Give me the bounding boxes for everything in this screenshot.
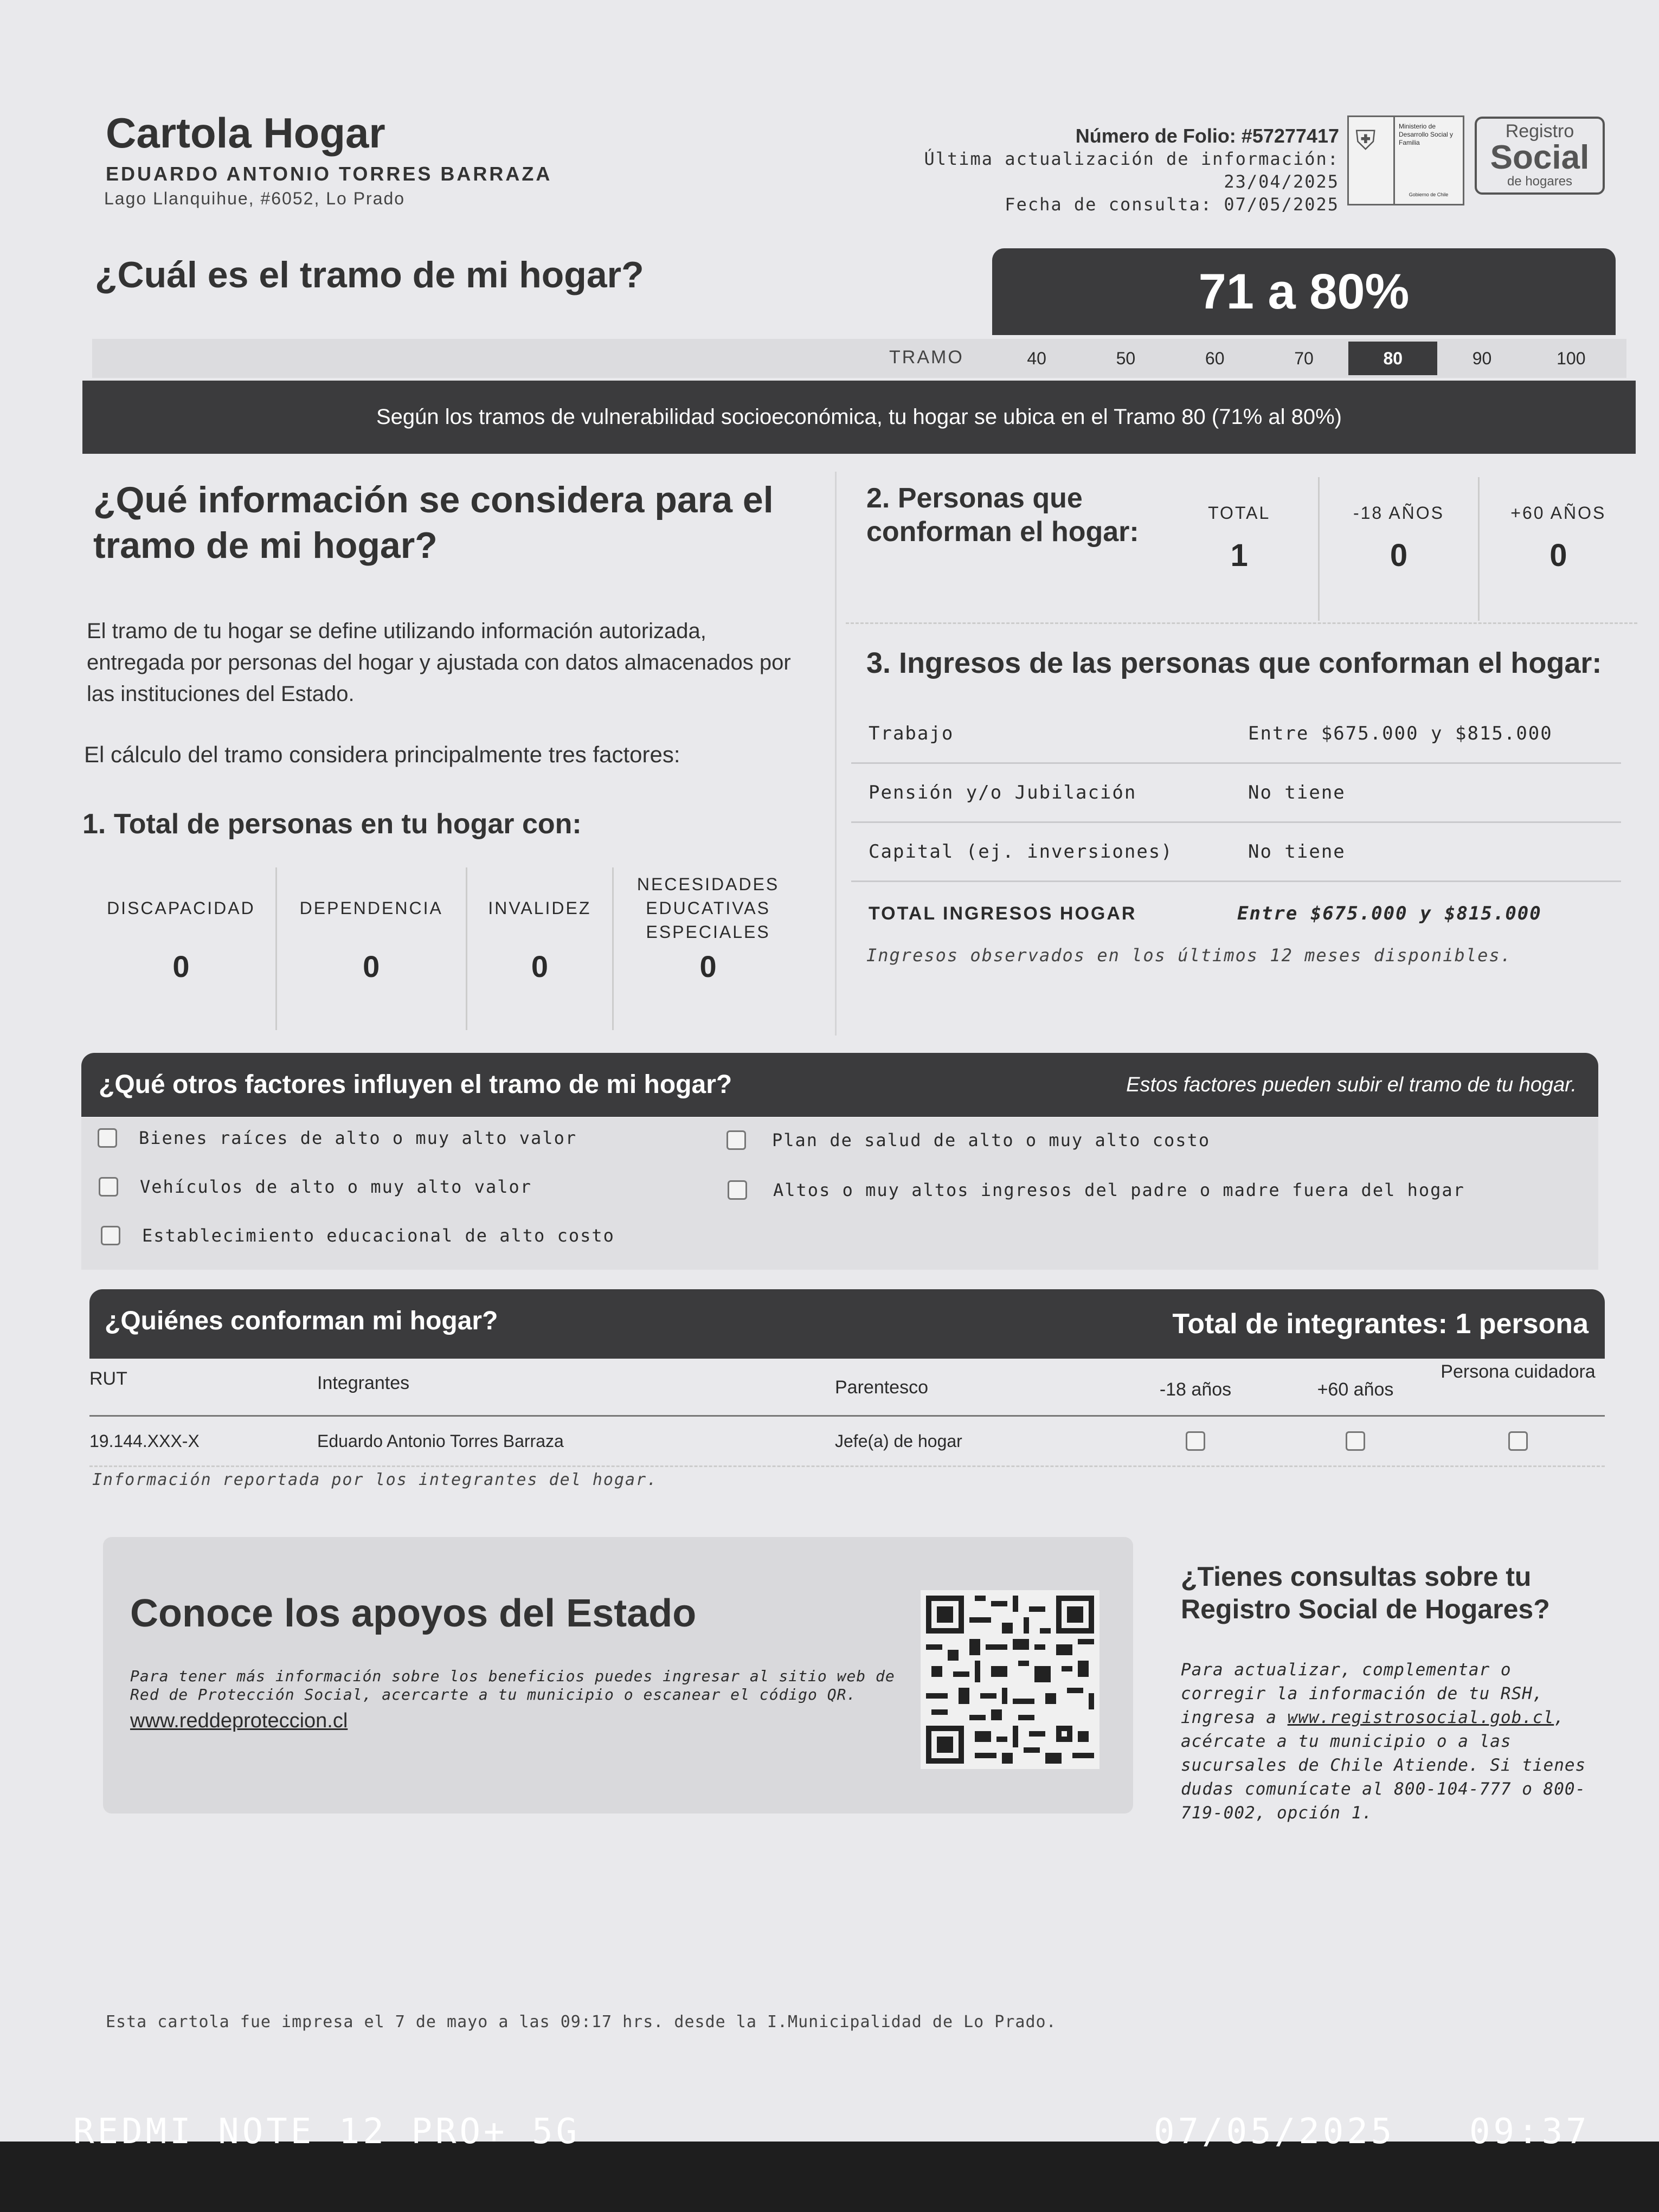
condition-invalidez: [467, 867, 614, 1030]
camera-model-watermark: REDMI NOTE 12 PRO+ 5G: [73, 2112, 581, 2152]
factor-checkbox[interactable]: [101, 1226, 120, 1245]
ministry-name: Ministerio de Desarrollo Social y Familia: [1399, 123, 1454, 146]
contact-link[interactable]: www.registrosocial.gob.cl: [1287, 1708, 1554, 1727]
income-table: [851, 705, 1621, 966]
conditions-table: [87, 867, 802, 1030]
persons-value: 1: [1230, 538, 1248, 573]
rsh-logo-line3: de hogares: [1507, 174, 1573, 189]
income-value: No tiene: [1248, 782, 1346, 803]
income-total-value: Entre $675.000 y $815.000: [1237, 903, 1542, 924]
tramo-scale: [992, 342, 1616, 375]
folio-block: [802, 125, 1339, 216]
factor-checkbox[interactable]: [728, 1180, 747, 1200]
col-menor18: -18 años: [1159, 1379, 1232, 1400]
members-note: Información reportada por los integrantes del hogar.: [92, 1470, 658, 1489]
persons-plus60: [1480, 477, 1637, 621]
member-name: Eduardo Antonio Torres Barraza: [317, 1431, 564, 1451]
persons-total: [1160, 477, 1320, 621]
income-label: Trabajo: [869, 723, 954, 744]
factor-label: Establecimiento educacional de alto costo: [142, 1225, 615, 1246]
table-row: [89, 1417, 1605, 1467]
condition-necesidades: [614, 867, 802, 1030]
factor-label: Altos o muy altos ingresos del padre o madre fuera del hogar: [773, 1180, 1465, 1200]
tramo-scale-100: 100: [1557, 349, 1586, 368]
contact-text-after: , acércate a tu municipio o a las sucursales de Chile Atiende. Si tienes dudas comunícate al 800-104-777 o 800-719-002, opción 1.: [1181, 1708, 1586, 1823]
members-header: [89, 1289, 1605, 1359]
ministry-logo: [1347, 115, 1464, 205]
condition-label: DISCAPACIDAD: [107, 898, 255, 918]
contact-text-before: Para actualizar, complementar o corregir la información de tu RSH, ingresa a: [1181, 1660, 1544, 1727]
factor-bienes-raices: [98, 1128, 577, 1148]
members-title: ¿Quiénes conforman mi hogar?: [105, 1307, 498, 1335]
persons-title: 2. Personas que conforman el hogar:: [866, 483, 1139, 548]
condition-dependencia: [277, 867, 467, 1030]
government-name: Gobierno de Chile: [1409, 192, 1449, 197]
col-mayor60: +60 años: [1317, 1379, 1394, 1400]
members-table: [89, 1361, 1605, 1467]
owner-address: Lago Llanquihue, #6052, Lo Prado: [104, 189, 406, 208]
condition-label: DEPENDENCIA: [299, 898, 443, 918]
condition-label: NECESIDADES EDUCATIVAS ESPECIALES: [636, 874, 780, 942]
member-relation: Jefe(a) de hogar: [835, 1431, 962, 1451]
income-note: Ingresos observados en los últimos 12 meses disponibles.: [866, 945, 1512, 966]
tramo-scale-80-active: 80: [1348, 342, 1437, 375]
income-label: Capital (ej. inversiones): [869, 841, 1173, 863]
factor-ingresos-padre: [728, 1180, 1465, 1200]
income-label: Pensión y/o Jubilación: [869, 782, 1137, 803]
support-text: Para tener más información sobre los beneficios puedes ingresar al sitio web de Red de Protección Social, acercarte a tu municipio o escanear el código QR.: [130, 1667, 895, 1703]
mayor60-checkbox[interactable]: [1346, 1431, 1365, 1451]
camera-date-watermark: 07/05/2025: [1154, 2112, 1396, 2152]
member-rut: 19.144.XXX-X: [89, 1431, 200, 1451]
condition-discapacidad: [87, 867, 277, 1030]
income-total-label: TOTAL INGRESOS HOGAR: [869, 903, 1137, 924]
factor-establecimiento: [101, 1225, 615, 1246]
income-value: Entre $675.000 y $815.000: [1248, 723, 1553, 744]
persons-label: -18 AÑOS: [1353, 503, 1445, 523]
condition-value: 0: [531, 949, 548, 983]
factor-checkbox[interactable]: [98, 1128, 117, 1148]
qr-code-icon[interactable]: [921, 1590, 1099, 1769]
tramo-scale-70: 70: [1294, 349, 1314, 368]
tramo-question: ¿Cuál es el tramo de mi hogar?: [95, 254, 644, 295]
tramo-scale-40: 40: [1027, 349, 1046, 368]
rsh-logo-line1: Registro: [1505, 121, 1574, 142]
print-footer: Esta cartola fue impresa el 7 de mayo a las 09:17 hrs. desde la I.Municipalidad de Lo Prado.: [106, 2012, 1057, 2031]
tramo-scale-90: 90: [1472, 349, 1492, 368]
factor-label: Vehículos de alto o muy alto valor: [140, 1176, 532, 1197]
col-parentesco: Parentesco: [835, 1377, 928, 1398]
other-factors-title: ¿Qué otros factores influyen el tramo de mi hogar?: [99, 1070, 732, 1099]
col-integrantes: Integrantes: [317, 1373, 410, 1393]
col-rut: RUT: [89, 1368, 127, 1389]
owner-name: EDUARDO ANTONIO TORRES BARRAZA: [106, 163, 552, 185]
condition-value: 0: [699, 949, 717, 983]
persons-minus18: [1320, 477, 1479, 621]
qr-code-graphic: [921, 1590, 1099, 1769]
contact-text: [1181, 1658, 1593, 1825]
tramo-banner: Según los tramos de vulnerabilidad socioeconómica, tu hogar se ubica en el Tramo 80 (71% al 80%): [82, 381, 1636, 454]
persons-divider: [846, 622, 1637, 624]
condition-label: INVALIDEZ: [488, 898, 591, 918]
other-factors-subtitle: Estos factores pueden subir el tramo de tu hogar.: [1126, 1073, 1577, 1096]
rsh-logo-frame: [1475, 117, 1605, 195]
tramo-scale-60: 60: [1205, 349, 1225, 368]
other-factors-header: [81, 1053, 1598, 1117]
member-mayor60: [1274, 1431, 1437, 1451]
persons-label: TOTAL: [1208, 503, 1271, 523]
support-title: Conoce los apoyos del Estado: [130, 1592, 697, 1635]
camera-time-watermark: 09:37: [1469, 2112, 1590, 2152]
cuidadora-checkbox[interactable]: [1508, 1431, 1528, 1451]
folio-number: Número de Folio: #57277417: [1075, 125, 1339, 147]
factor-plan-salud: [726, 1130, 1210, 1150]
factors-intro: El cálculo del tramo considera principalmente tres factores:: [84, 742, 680, 767]
chile-shield-icon: ⛨: [1355, 125, 1376, 156]
factor-vehiculos: [99, 1176, 532, 1197]
info-paragraph: El tramo de tu hogar se define utilizando información autorizada, entregada por personas del hogar y ajustada con datos almacenados por las instituciones del Estado.: [87, 619, 791, 706]
persons-value: 0: [1549, 538, 1567, 573]
income-row-trabajo: [851, 705, 1621, 764]
factor-checkbox[interactable]: [99, 1177, 118, 1197]
query-date: Fecha de consulta: 07/05/2025: [1005, 194, 1339, 215]
income-row-capital: [851, 823, 1621, 882]
support-box: [103, 1537, 1133, 1814]
other-factors-list: [81, 1118, 1598, 1270]
page-title: Cartola Hogar: [106, 109, 385, 157]
member-cuidadora: [1437, 1431, 1599, 1451]
persons-table: [1160, 477, 1637, 621]
members-header-row: [89, 1361, 1605, 1417]
rsh-logo-line2: Social: [1490, 139, 1590, 176]
contact-title: ¿Tienes consultas sobre tu Registro Social de Hogares?: [1181, 1561, 1550, 1624]
income-row-pension: [851, 764, 1621, 823]
section1-title: 1. Total de personas en tu hogar con:: [82, 808, 582, 840]
persons-label: +60 AÑOS: [1510, 503, 1606, 523]
column-divider: [835, 472, 837, 1036]
tramo-range: 71 a 80%: [992, 248, 1616, 335]
income-title: 3. Ingresos de las personas que conforman el hogar:: [866, 647, 1602, 679]
income-row-total: [851, 882, 1621, 945]
tramo-scale-label: TRAMO: [889, 347, 964, 368]
members-total: Total de integrantes: 1 persona: [1172, 1308, 1589, 1340]
factor-label: Plan de salud de alto o muy alto costo: [772, 1130, 1211, 1150]
income-value: No tiene: [1248, 841, 1346, 863]
support-link[interactable]: www.reddeproteccion.cl: [130, 1709, 348, 1732]
persons-value: 0: [1390, 538, 1408, 573]
factor-label: Bienes raíces de alto o muy alto valor: [139, 1128, 577, 1148]
rsh-logo: [1475, 117, 1605, 209]
tramo-scale-50: 50: [1116, 349, 1136, 368]
logo-divider: [1393, 117, 1395, 204]
menor18-checkbox[interactable]: [1186, 1431, 1205, 1451]
member-menor18: [1117, 1431, 1274, 1451]
last-update: Última actualización de información: 23/04/2025: [924, 149, 1339, 192]
condition-value: 0: [363, 949, 380, 983]
condition-value: 0: [172, 949, 190, 983]
factor-checkbox[interactable]: [726, 1130, 746, 1150]
col-cuidadora: Persona cuidadora: [1441, 1361, 1596, 1382]
info-title: ¿Qué información se considera para el tramo de mi hogar?: [93, 479, 774, 566]
